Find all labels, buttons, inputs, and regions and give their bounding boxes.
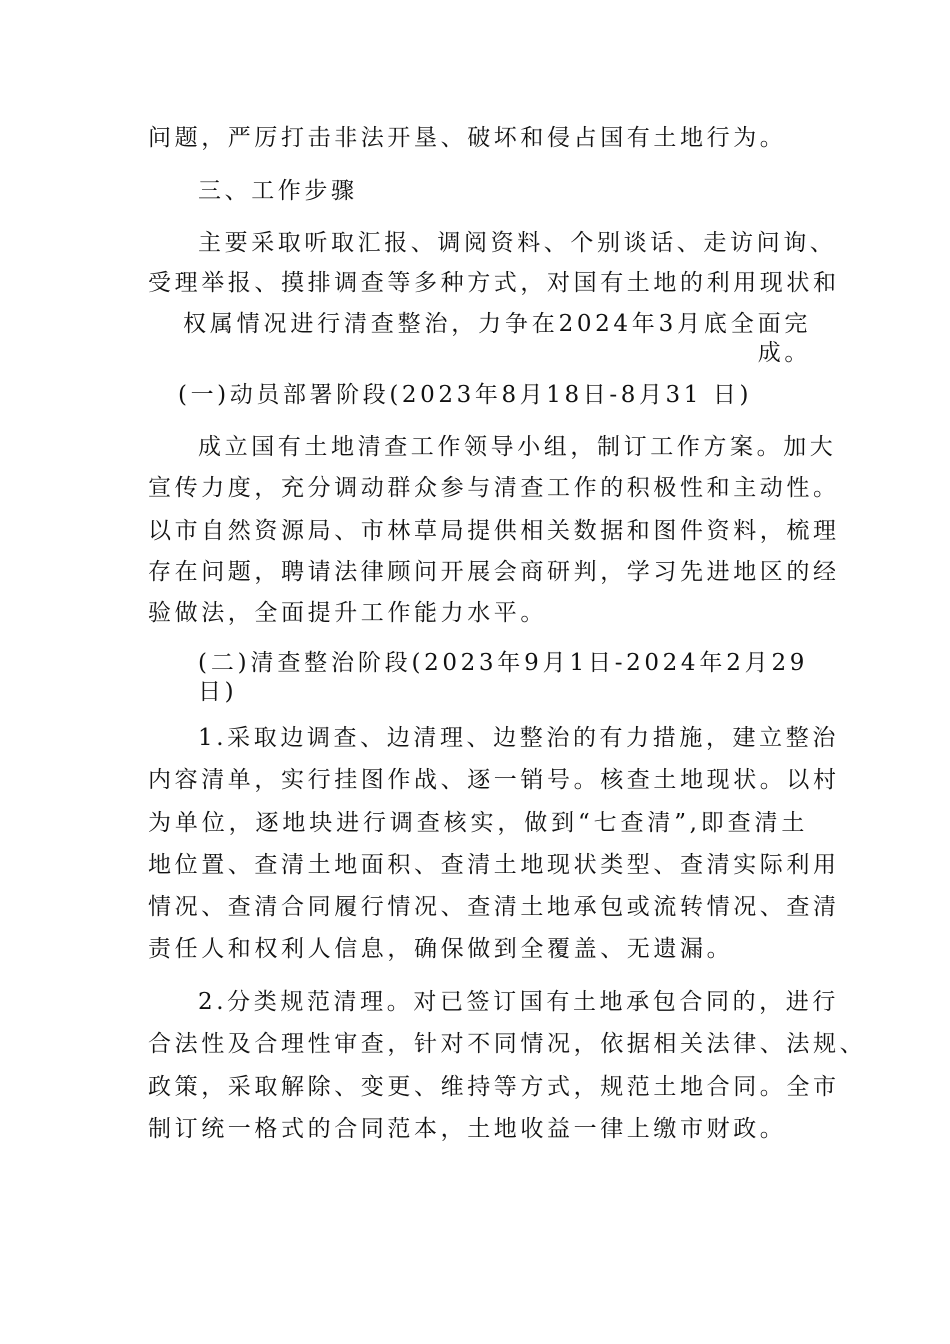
subsection-heading: (二)清查整治阶段(2023年9月1日-2024年2月29 [198,650,808,676]
text-line: 受理举报、摸排调查等多种方式，对国有土地的利用现状和 [148,270,840,296]
text-line: 存在问题，聘请法律顾问开展会商研判，学习先进地区的经 [148,559,840,585]
text-line: 为单位，逐地块进行调查核实，做到“七查清”,即查清土 [148,810,808,836]
text-line: 验做法，全面提升工作能力水平。 [148,600,547,626]
text-line: 1.采取边调查、边清理、边整治的有力措施，建立整治 [198,725,839,751]
text-line: 制订统一格式的合同范本，土地收益一律上缴市财政。 [148,1116,787,1142]
text-line: 成。 [757,340,811,366]
text-line: 情况、查清合同履行情况、查清土地承包或流转情况、查清 [148,894,840,920]
text-line: 政策，采取解除、变更、维持等方式，规范土地合同。全市 [148,1074,840,1100]
text-line: 内容清单，实行挂图作战、逐一销号。核查土地现状。以村 [148,767,840,793]
text-line: 以市自然资源局、市林草局提供相关数据和图件资料，梳理 [148,518,840,544]
text-line: 2.分类规范清理。对已签订国有土地承包合同的，进行 [198,989,839,1015]
section-heading: 三、工作步骤 [198,178,358,204]
text-line: 权属情况进行清查整治，力争在2024年3月底全面完 [183,311,811,337]
text-line: 宣传力度，充分调动群众参与清查工作的积极性和主动性。 [148,475,840,501]
text-line: 主要采取听取汇报、调阅资料、个别谈话、走访问询、 [198,230,837,256]
text-line: 合法性及合理性审查，针对不同情况，依据相关法律、法规、 [148,1031,867,1057]
text-line: 责任人和权利人信息，确保做到全覆盖、无遗漏。 [148,936,734,962]
subsection-heading: (一)动员部署阶段(2023年8月18日-8月31 日) [178,382,753,408]
text-line: 问题，严厉打击非法开垦、破坏和侵占国有土地行为。 [148,125,787,151]
text-line: 成立国有土地清查工作领导小组，制订工作方案。加大 [198,434,837,460]
text-line: 地位置、查清土地面积、查清土地现状类型、查清实际利用 [148,852,840,878]
text-line: 日) [198,679,238,705]
